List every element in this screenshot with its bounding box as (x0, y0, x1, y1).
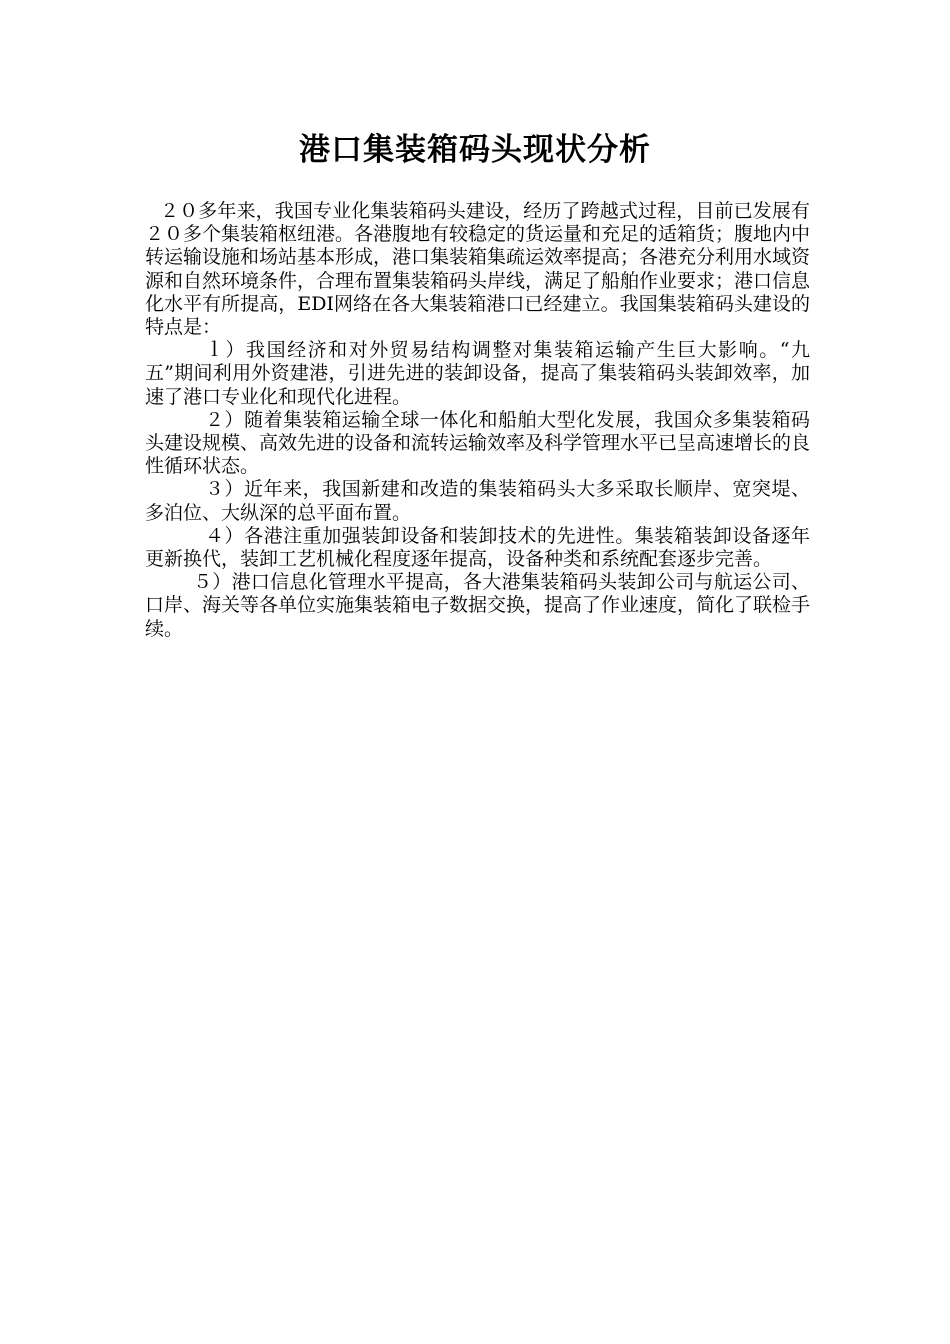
intro-paragraph: ２０多年来，我国专业化集装箱码头建设，经历了跨越式过程，目前已发展有２０多个集装箱枢纽港。各港腹地有较稳定的货运量和充足的适箱货；腹地内中转运输设施和场站基本形成，港口集装箱集疏运效率提高；各港充分利用水域资源和自然环境条件，合理布置集装箱码头岸线，满足了船舶作业要求；港口信息化水平有所提高，EDI网络在各大集装箱港口已经建立。我国集装箱码头建设的特点是： (145, 200, 811, 339)
point-5-paragraph: ５）港口信息化管理水平提高，各大港集装箱码头装卸公司与航运公司、口岸、海关等各单位实施集装箱电子数据交换，提高了作业速度，简化了联检手续。 (145, 571, 811, 640)
point-3-paragraph: ３）近年来，我国新建和改造的集装箱码头大多采取长顺岸、宽突堤、多泊位、大纵深的总平面布置。 (145, 478, 810, 524)
point-1-paragraph: ｌ）我国经济和对外贸易结构调整对集装箱运输产生巨大影响。“九五”期间利用外资建港，引进先进的装卸设备，提高了集装箱码头装卸效率，加速了港口专业化和现代化进程。 (145, 339, 810, 408)
document-body (145, 200, 810, 641)
document-title: 港口集装箱码头现状分析 (299, 132, 651, 168)
point-4-paragraph: ４）各港注重加强装卸设备和装卸技术的先进性。集装箱装卸设备逐年更新换代，装卸工艺机械化程度逐年提高，设备种类和系统配套逐步完善。 (145, 524, 810, 571)
point-2-paragraph: ２）随着集装箱运输全球一体化和船舶大型化发展，我国众多集装箱码头建设规模、高效先进的设备和流转运输效率及科学管理水平已呈高速增长的良性循环状态。 (145, 408, 811, 478)
